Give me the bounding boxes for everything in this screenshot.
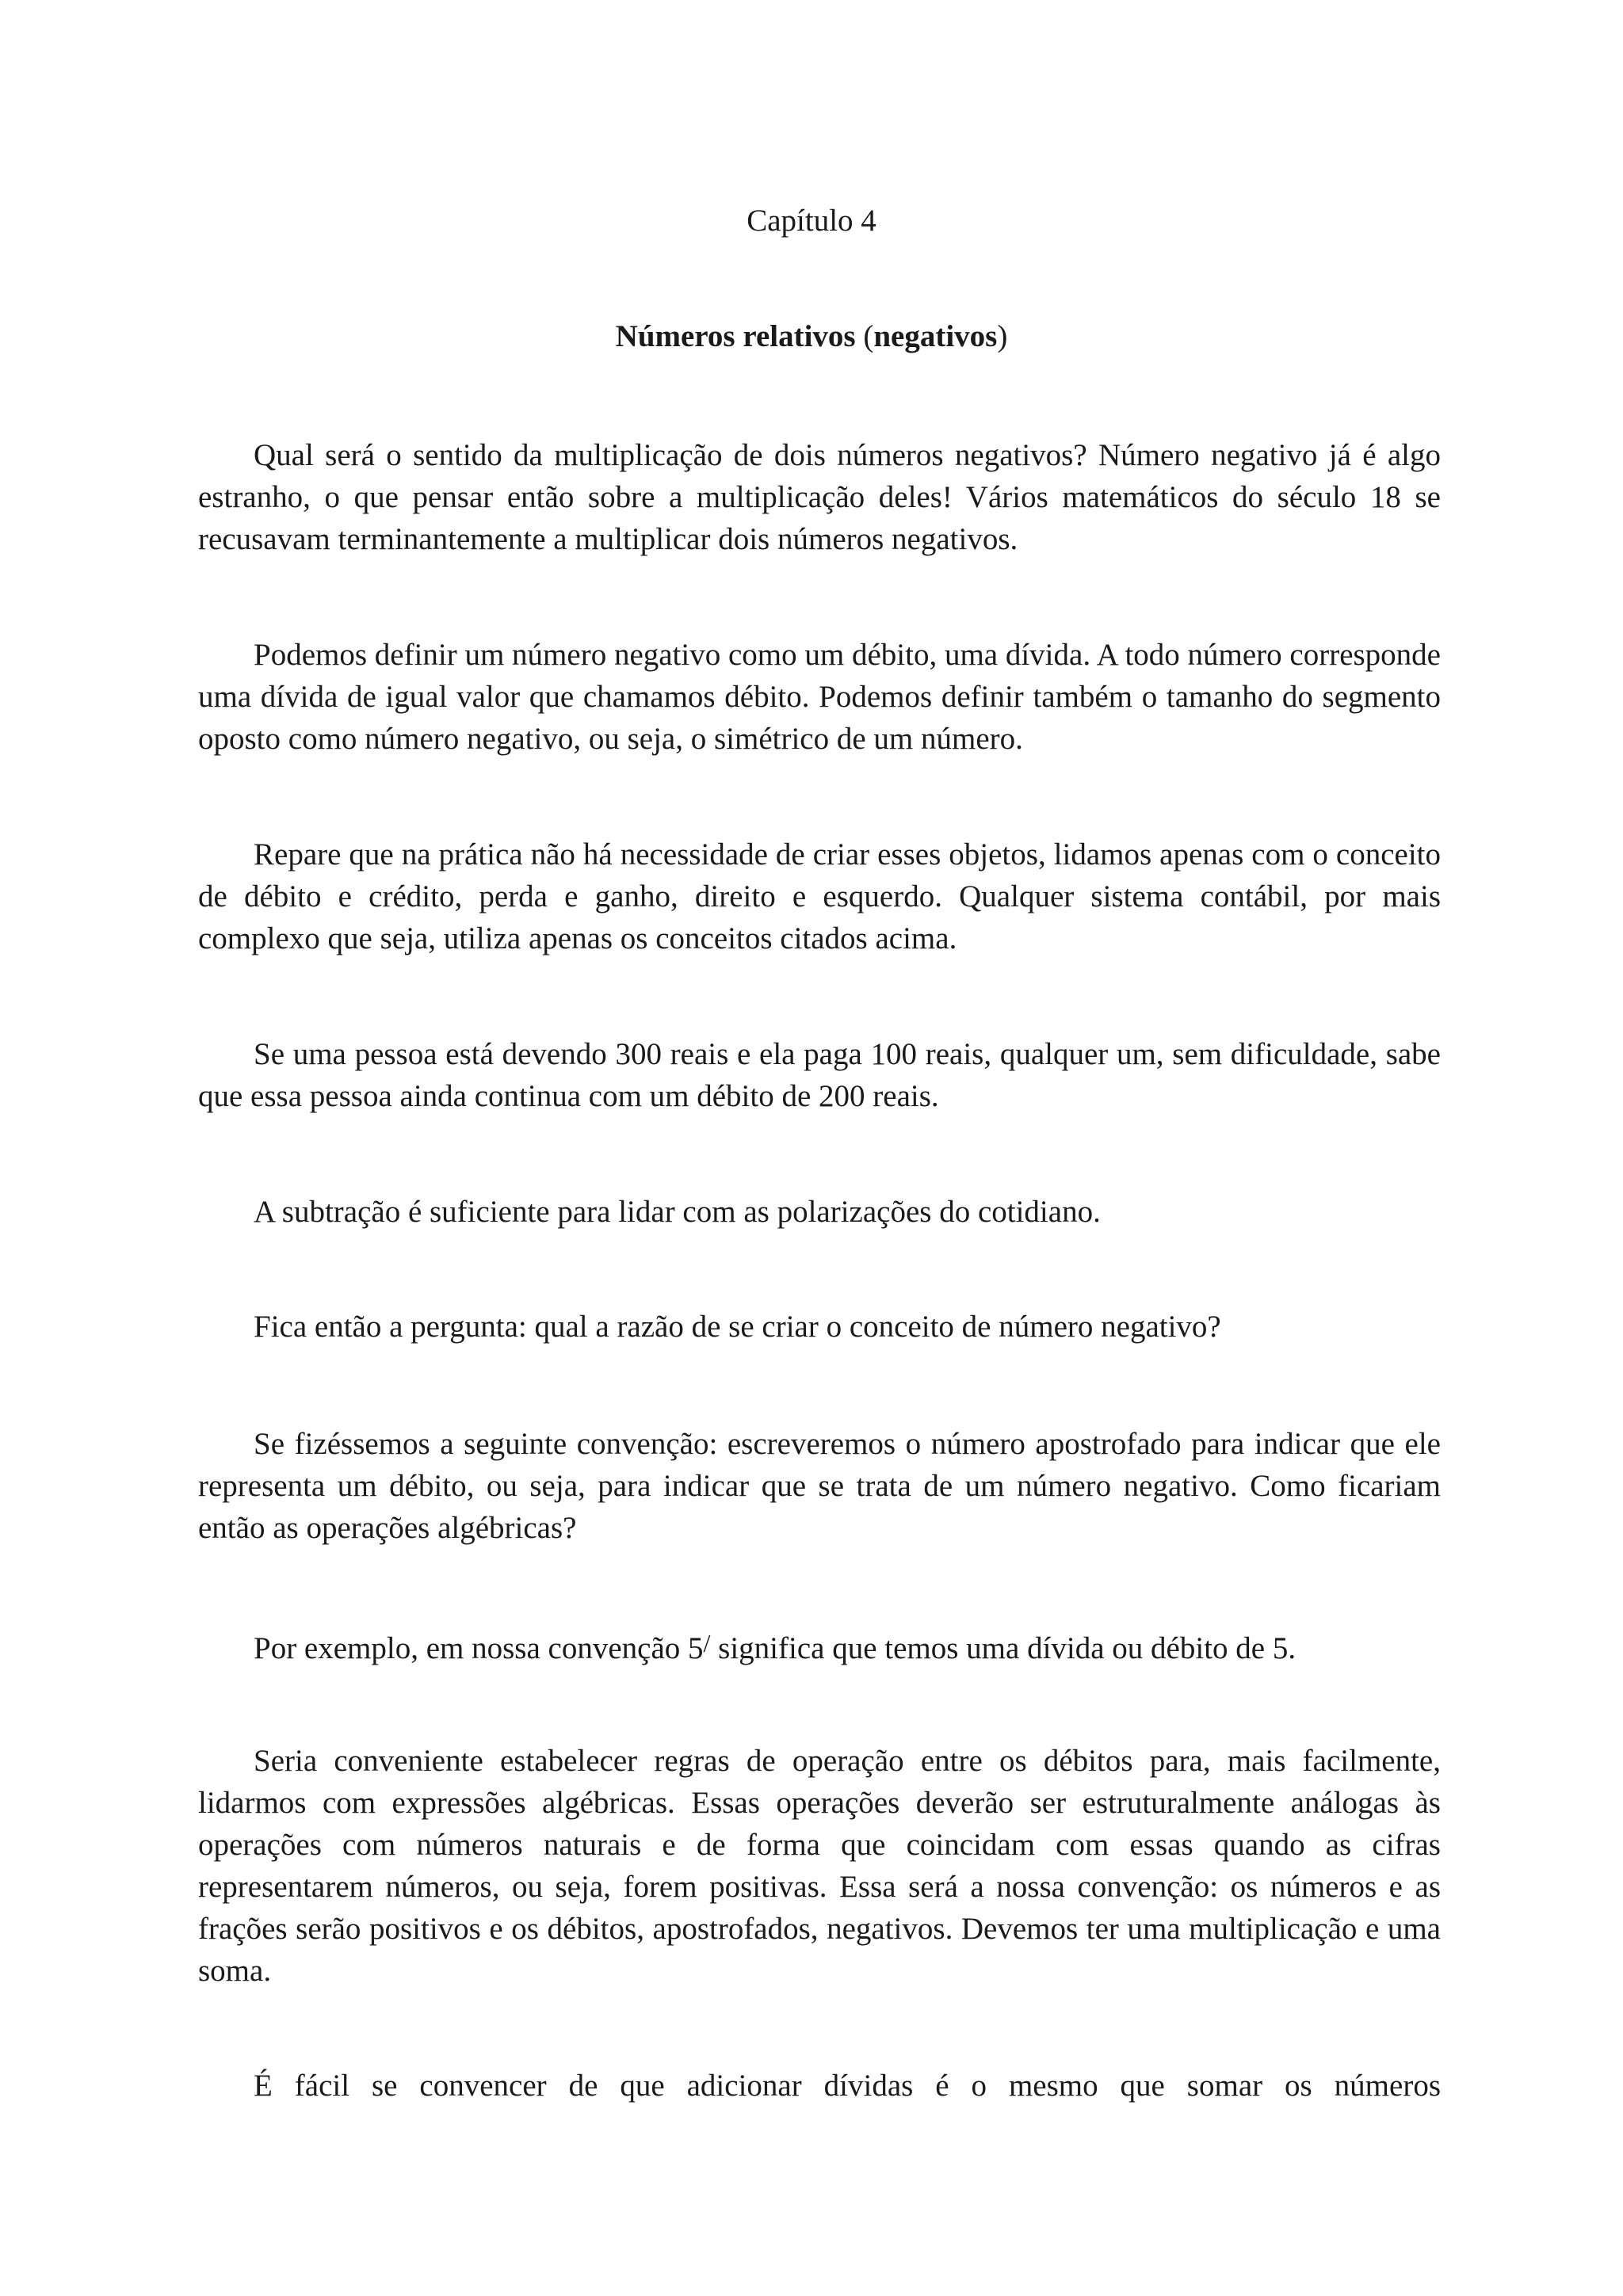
paragraph-3: Repare que na prática não há necessidade de criar esses objetos, lidamos apenas com o conceito de débito e crédito, perda e ganho, direito e esquerdo. Qualquer sistema contábil, por mais complexo que seja, utiliza apenas os conceitos citados acima. xyxy=(198,837,1441,955)
title-open-paren: ( xyxy=(863,319,874,353)
paragraph-1: Qual será o sentido da multiplicação de dois números negativos? Número negativo já é algo estranho, o que pensar então sobre a multiplicação deles! Vários matemáticos do século 18 se recusavam terminantemente a multiplicar dois números negativos. xyxy=(198,438,1441,556)
paragraph-example xyxy=(198,1623,1441,1669)
title-inner: negativos xyxy=(873,319,998,353)
paragraph-6: Fica então a pergunta: qual a razão de se criar o conceito de número negativo? xyxy=(254,1310,1221,1344)
chapter-label: Capítulo 4 xyxy=(747,204,876,238)
paragraph-5: A subtração é suficiente para lidar com as polarizações do cotidiano. xyxy=(254,1195,1101,1229)
title-main: Números relativos xyxy=(615,319,856,353)
paragraph-2: Podemos definir um número negativo como um débito, uma dívida. A todo número corresponde uma dívida de igual valor que chamamos débito. Podemos definir também o tamanho do segmento oposto como número negativo, ou seja, o simétrico de um número. xyxy=(198,638,1441,756)
example-before: Por exemplo, em nossa convenção 5 xyxy=(254,1631,704,1665)
title-close-paren: ) xyxy=(997,319,1008,353)
paragraph-7: Se fizéssemos a seguinte convenção: escreveremos o número apostrofado para indicar que ele representa um débito, ou seja, para indicar que se trata de um número negativo. Como ficariam então as operações algébricas? xyxy=(198,1427,1441,1545)
prime-mark: / xyxy=(703,1629,711,1657)
paragraph-4: Se uma pessoa está devendo 300 reais e ela paga 100 reais, qualquer um, sem dificuldade, sabe que essa pessoa ainda continua com um débito de 200 reais. xyxy=(198,1037,1441,1113)
example-after: significa que temos uma dívida ou débito de 5. xyxy=(710,1631,1296,1665)
paragraph-9: É fácil se convencer de que adicionar dívidas é o mesmo que somar os números xyxy=(254,2069,1441,2103)
chapter-title xyxy=(0,315,1623,358)
paragraph-8: Seria conveniente estabelecer regras de operação entre os débitos para, mais facilmente, lidarmos com expressões algébricas. Essas operações deverão ser estruturalmente análogas às operações com números naturais e de forma que coincidam com essas quando as cifras representarem números, ou seja, forem positivas. Essa será a nossa convenção: os números e as frações serão positivos e os débitos, apostrofados, negativos. Devemos ter uma multiplicação e uma soma. xyxy=(198,1744,1441,1988)
